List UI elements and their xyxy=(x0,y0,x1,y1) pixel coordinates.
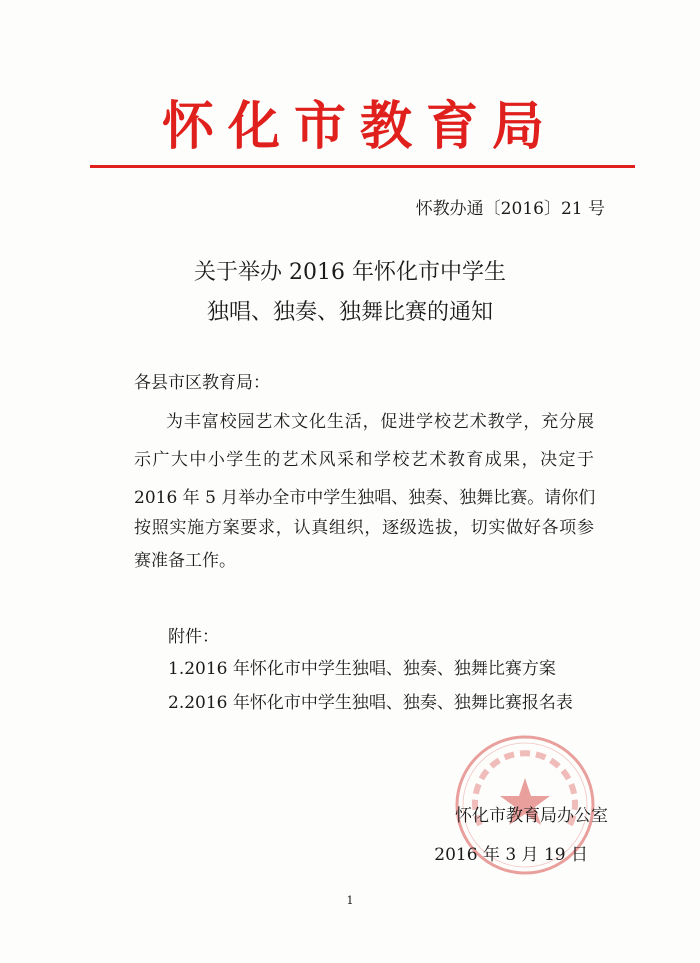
body-line: 按照实施方案要求，认真组织，逐级选拔，切实做好各项参 xyxy=(134,518,594,538)
salutation: 各县市区教育局： xyxy=(134,373,270,393)
header-red-rule xyxy=(90,165,635,168)
org-header-title: 怀化市教育局 xyxy=(161,96,558,157)
document-number: 怀教办通〔2016〕21 号 xyxy=(415,199,605,219)
body-line: 为丰富校园艺术文化生活，促进学校艺术教学，充分展 xyxy=(166,412,594,432)
attachments-label: 附件： xyxy=(168,627,219,647)
page-number: 1 xyxy=(346,894,354,907)
notice-title-line-1: 关于举办 2016 年怀化市中学生 xyxy=(194,260,506,285)
body-line: 赛准备工作。 xyxy=(134,551,236,571)
signature-organization: 怀化市教育局办公室 xyxy=(455,806,608,826)
attachment-item: 2.2016 年怀化市中学生独唱、独奏、独舞比赛报名表 xyxy=(168,693,573,713)
body-line: 2016 年 5 月举办全市中学生独唱、独奏、独舞比赛。请你们 xyxy=(134,488,596,508)
attachment-item: 1.2016 年怀化市中学生独唱、独奏、独舞比赛方案 xyxy=(168,659,556,679)
signature-date: 2016 年 3 月 19 日 xyxy=(434,845,588,865)
body-line: 示广大中小学生的艺术风采和学校艺术教育成果，决定于 xyxy=(134,450,594,470)
notice-title-line-2: 独唱、独奏、独舞比赛的通知 xyxy=(206,300,493,325)
